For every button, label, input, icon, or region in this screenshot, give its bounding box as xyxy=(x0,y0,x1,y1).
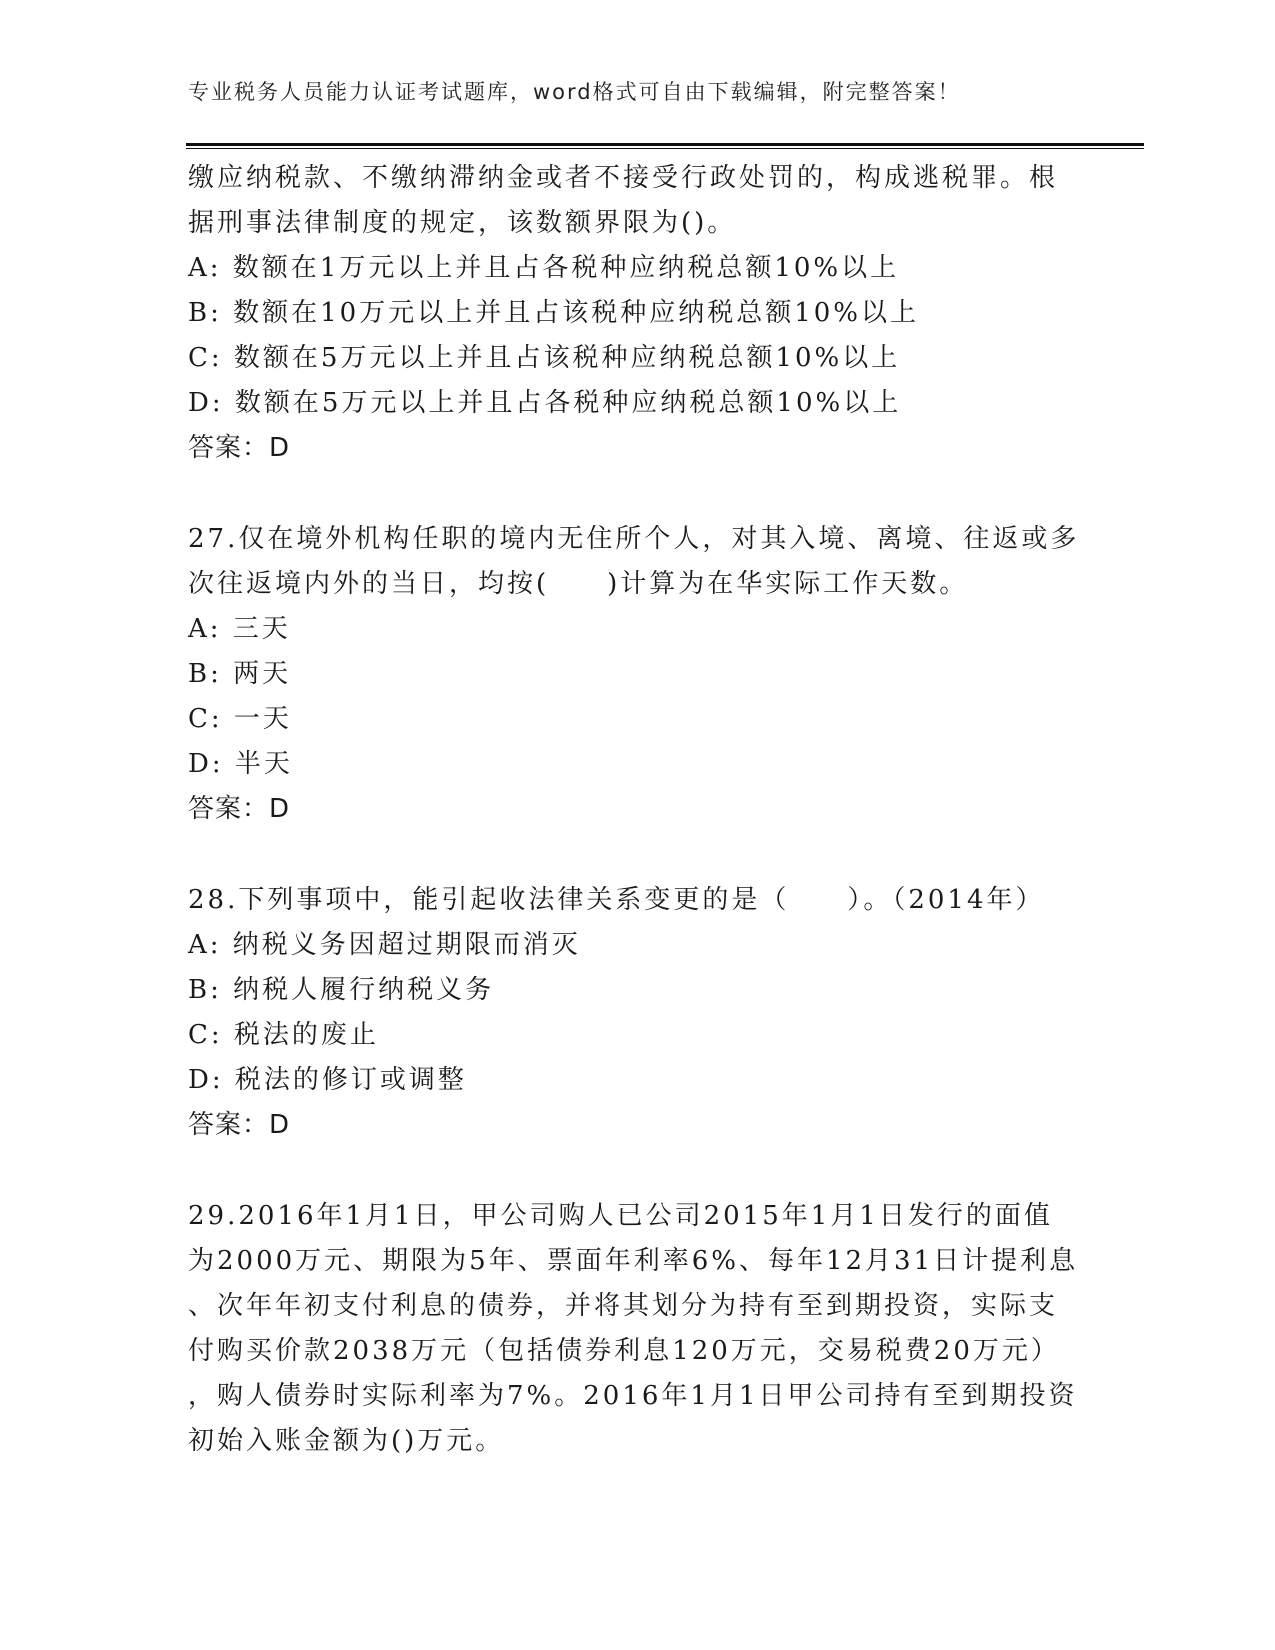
option-b: B: 纳税人履行纳税义务 xyxy=(188,975,495,1005)
question-list xyxy=(188,156,1088,1464)
question-stem-line: 为2000万元、期限为5年、票面年利率6%、每年12月31日计提利息 xyxy=(188,1246,1079,1276)
question-stem-line: 次往返境内外的当日，均按( )计算为在华实际工作天数。 xyxy=(188,569,969,599)
option-d: D: 数额在5万元以上并且占各税种应纳税总额10%以上 xyxy=(188,388,902,418)
option-c: C: 税法的废止 xyxy=(188,1020,379,1050)
option-a: A: 数额在1万元以上并且占各税种应纳税总额10%以上 xyxy=(188,253,900,283)
header-rule-thick xyxy=(186,143,1144,146)
answer-line: 答案：D xyxy=(188,433,291,463)
question-stem-line: 据刑事法律制度的规定，该数额界限为()。 xyxy=(188,208,737,238)
spacer xyxy=(188,1148,1088,1194)
question-stem-line: 初始入账金额为()万元。 xyxy=(188,1426,505,1456)
option-b: B: 两天 xyxy=(188,659,292,689)
question-28 xyxy=(188,878,1088,1148)
answer-line: 答案：D xyxy=(188,1110,291,1140)
question-stem-line: 付购买价款2038万元（包括债券利息120万元，交易税费20万元） xyxy=(188,1336,1060,1366)
header-rule-thin xyxy=(186,148,1144,149)
question-stem-line: 28.下列事项中，能引起收法律关系变更的是（ ）。（2014年） xyxy=(188,885,1045,915)
question-stem-line: 缴应纳税款、不缴纳滞纳金或者不接受行政处罚的，构成逃税罪。根 xyxy=(188,163,1059,193)
spacer xyxy=(188,832,1088,878)
question-29 xyxy=(188,1194,1088,1464)
answer-line: 答案：D xyxy=(188,794,291,824)
spacer xyxy=(188,471,1088,517)
question-stem-line: 、次年年初支付利息的债券，并将其划分为持有至到期投资，实际支 xyxy=(188,1291,1059,1321)
option-a: A: 纳税义务因超过期限而消灭 xyxy=(188,930,581,960)
option-a: A: 三天 xyxy=(188,614,291,644)
question-stem-line: 29.2016年1月1日，甲公司购人已公司2015年1月1日发行的面值 xyxy=(188,1201,1053,1231)
option-b: B: 数额在10万元以上并且占该税种应纳税总额10%以上 xyxy=(188,298,920,328)
question-stem-line: ，购人债券时实际利率为7%。2016年1月1日甲公司持有至到期投资 xyxy=(188,1381,1078,1411)
question-27 xyxy=(188,517,1088,832)
option-d: D: 半天 xyxy=(188,749,293,779)
page-header: 专业税务人员能力认证考试题库，word格式可自由下载编辑，附完整答案！ xyxy=(188,80,961,104)
option-c: C: 一天 xyxy=(188,704,292,734)
question-stem-line: 27.仅在境外机构任职的境内无住所个人，对其入境、离境、往返或多 xyxy=(188,524,1080,554)
option-d: D: 税法的修订或调整 xyxy=(188,1065,467,1095)
question-26 xyxy=(188,156,1088,471)
option-c: C: 数额在5万元以上并且占该税种应纳税总额10%以上 xyxy=(188,343,901,373)
